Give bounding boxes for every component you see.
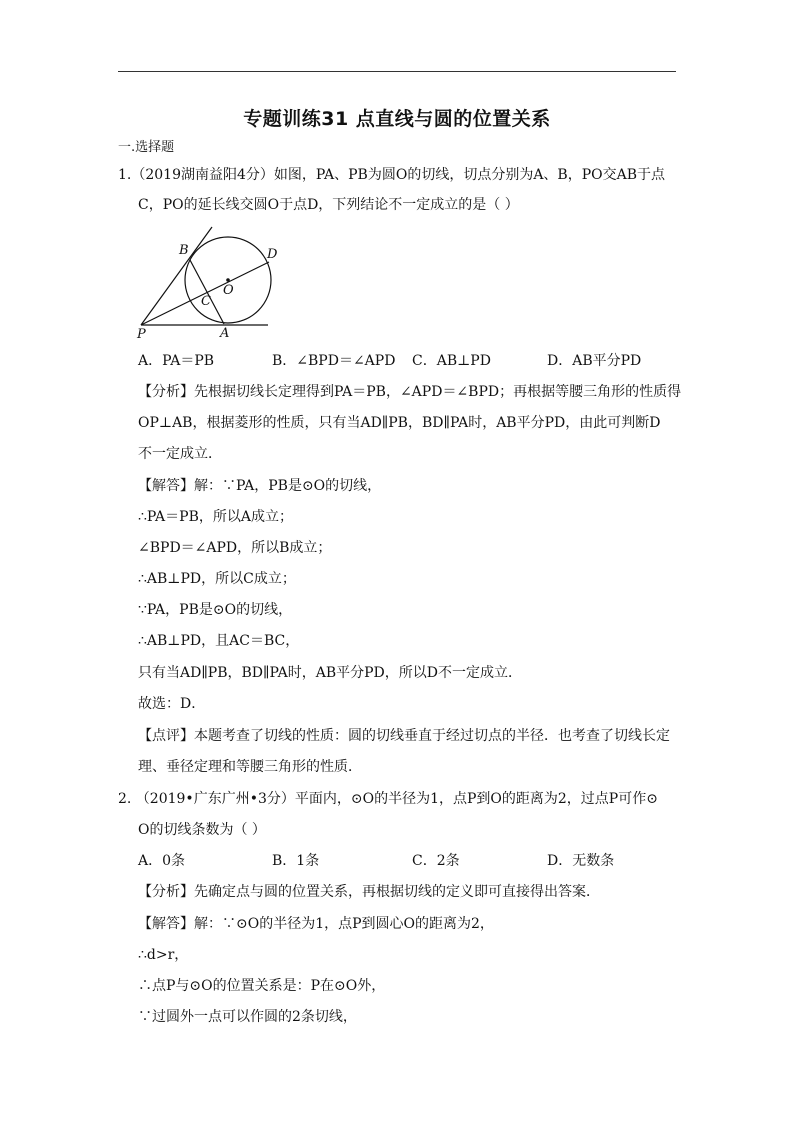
label-c: C xyxy=(201,294,211,309)
q1-analysis-line-1: 【分析】先根据切线长定理得到PA＝PB，∠APD＝∠BPD；再根据等腰三角形的性质得 xyxy=(138,384,682,400)
q2-analysis-line-1: 【分析】先确定点与圆的位置关系，再根据切线的定义即可直接得出答案． xyxy=(138,884,600,900)
q1-solution-line-1: 【解答】解：∵PA，PB是⊙O的切线， xyxy=(138,478,382,494)
label-d: D xyxy=(267,247,278,262)
label-a: A xyxy=(220,326,230,341)
q1-solution-line-6: ∴AB⊥PD，且AC＝BC， xyxy=(138,633,300,649)
q2-stem-line-2: O的切线条数为（ ） xyxy=(138,822,266,838)
q1-solution-line-2: ∴PA＝PB，所以A成立； xyxy=(138,509,293,525)
page-title: 专题训练31 点直线与圆的位置关系 xyxy=(243,108,551,130)
q1-solution-line-7: 只有当AD∥PB，BD∥PA时，AB平分PD，所以D不一定成立． xyxy=(138,665,523,681)
q1-stem-line-2: C，PO的延长线交圆O于点D，下列结论不一定成立的是（ ） xyxy=(138,197,519,213)
q2-option-c: C．2条 xyxy=(412,853,460,869)
q2-stem-line-1: 2. （2019•广东广州•3分）平面内，⊙O的半径为1，点P到O的距离为2，过点P可作⊙ xyxy=(118,791,658,807)
q1-comment-line-1: 【点评】本题考查了切线的性质：圆的切线垂直于经过切点的半径．也考查了切线长定 xyxy=(138,728,670,744)
q2-option-d: D．无数条 xyxy=(547,853,615,869)
label-p: P xyxy=(137,327,146,342)
q1-solution-line-3: ∠BPD＝∠APD，所以B成立； xyxy=(138,540,332,556)
q1-option-c: C．AB⊥PD xyxy=(412,353,491,369)
header-rule xyxy=(118,71,676,72)
q2-solution-line-4: ∵过圆外一点可以作圆的2条切线， xyxy=(138,1009,357,1025)
q1-stem-line-1: 1.（2019湖南益阳4分）如图，PA、PB为圆O的切线，切点分别为A、B，PO交AB于点 xyxy=(118,167,666,183)
q1-solution-line-5: ∵PA，PB是⊙O的切线， xyxy=(138,602,293,618)
q1-analysis-line-3: 不一定成立． xyxy=(138,446,222,462)
q2-solution-line-1: 【解答】解：∵⊙O的半径为1，点P到圆心O的距离为2， xyxy=(138,916,494,932)
center-point-o xyxy=(226,278,230,282)
tangent-pb xyxy=(141,227,212,325)
q1-comment-line-2: 理、垂径定理和等腰三角形的性质． xyxy=(138,759,362,775)
chord-ab xyxy=(190,260,224,324)
q2-solution-line-3: ∴点P与⊙O的位置关系是：P在⊙O外， xyxy=(138,978,386,994)
q1-solution-line-8: 故选：D． xyxy=(138,696,206,712)
label-o: O xyxy=(223,283,234,298)
q1-option-d: D．AB平分PD xyxy=(547,353,642,369)
q2-option-b: B．1条 xyxy=(272,853,320,869)
q2-solution-line-2: ∴d>r， xyxy=(138,947,189,963)
q2-option-a: A．0条 xyxy=(138,853,186,869)
label-b: B xyxy=(179,243,189,258)
q1-option-a: A．PA＝PB xyxy=(138,353,215,369)
q1-analysis-line-2: OP⊥AB，根据菱形的性质，只有当AD∥PB，BD∥PA时，AB平分PD，由此可判断D xyxy=(138,415,661,431)
q1-solution-line-4: ∴AB⊥PD，所以C成立； xyxy=(138,571,296,587)
section-heading: 一.选择题 xyxy=(118,140,175,155)
q1-option-b: B．∠BPD＝∠APD xyxy=(272,353,396,369)
tangent-circle-figure xyxy=(134,224,284,344)
